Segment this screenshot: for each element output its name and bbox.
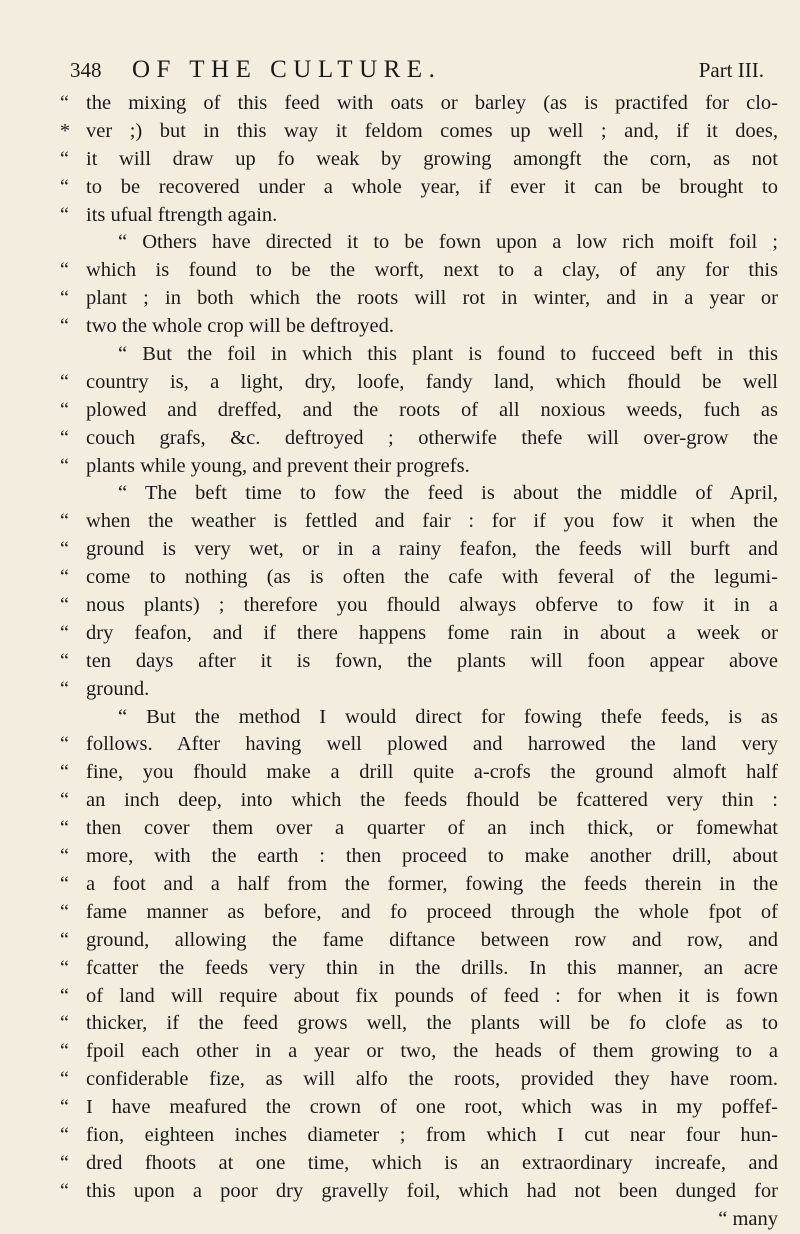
quote-mark: “ [60, 175, 69, 198]
text-line [60, 1066, 778, 1094]
text-line [60, 1178, 778, 1206]
quote-mark: “ [60, 1123, 69, 1146]
line-text: plant ; in both which the roots will rot in winter, and in a year or [86, 287, 778, 310]
quote-mark: “ [60, 733, 69, 756]
line-text: nous plants) ; therefore you fhould always obferve to fow it in a [86, 594, 778, 617]
text-line [60, 1038, 778, 1066]
line-text: plowed and dreffed, and the roots of all noxious weeds, fuch as [86, 398, 778, 421]
line-text: dry feafon, and if there happens fome rain in about a week or [86, 621, 778, 644]
line-text: the mixing of this feed with oats or barley (as is practifed for clo- [86, 92, 778, 114]
quote-mark: “ [60, 92, 69, 114]
quote-mark: “ [60, 259, 69, 282]
text-line [60, 899, 778, 927]
text-line [60, 787, 778, 815]
line-text: dred fhoots at one time, which is an extraordinary increafe, and [86, 1151, 778, 1174]
line-text: an inch deep, into which the feeds fhould be fcattered very thin : [86, 789, 778, 812]
line-text: fcatter the feeds very thin in the drills. In this manner, an acre [86, 956, 778, 979]
quote-mark: “ [60, 1040, 69, 1063]
text-line [60, 480, 778, 508]
text-line [60, 174, 778, 202]
quote-mark: “ [60, 817, 69, 840]
quote-mark: “ [60, 1096, 69, 1119]
line-text: “ But the foil in which this plant is found to fucceed beft in this [118, 343, 778, 366]
text-line [60, 871, 778, 899]
text-line [60, 983, 778, 1011]
quote-mark: “ [60, 203, 69, 226]
line-text: “ The beft time to fow the feed is about the middle of April, [118, 482, 778, 505]
quote-mark: “ [60, 761, 69, 784]
text-line [60, 146, 778, 174]
text-line [60, 285, 778, 313]
text-line [60, 536, 778, 564]
body-text [60, 90, 778, 1234]
quote-mark: “ [60, 956, 69, 979]
quote-mark: “ [60, 872, 69, 895]
line-text: fion, eighteen inches diameter ; from which I cut near four hun- [86, 1123, 778, 1146]
text-line [60, 341, 778, 369]
text-line [60, 257, 778, 285]
line-text: thicker, if the feed grows well, the plants will be fo clofe as to [86, 1012, 778, 1035]
text-line [60, 313, 778, 341]
quote-mark: “ [60, 566, 69, 589]
quote-mark: “ [60, 594, 69, 617]
text-line [60, 676, 778, 704]
running-title: OF THE CULTURE. [132, 56, 442, 83]
text-line [60, 369, 778, 397]
text-line [60, 759, 778, 787]
quote-mark: “ [60, 398, 69, 421]
line-text: ver ;) but in this way it feldom comes up well ; and, if it does, [86, 119, 778, 142]
text-line [60, 648, 778, 676]
text-line [60, 229, 778, 257]
quote-mark: “ [60, 621, 69, 644]
line-text: fame manner as before, and fo proceed through the whole fpot of [86, 900, 778, 923]
line-text: a foot and a half from the former, fowing the feeds therein in the [86, 872, 778, 895]
line-text: it will draw up fo weak by growing amongft the corn, as not [86, 147, 778, 170]
line-text: to be recovered under a whole year, if ever it can be brought to [86, 175, 778, 198]
text-line [60, 453, 778, 481]
quote-mark: “ [60, 789, 69, 812]
quote-mark: “ [60, 845, 69, 868]
text-line [60, 815, 778, 843]
line-text: “ Others have directed it to be fown upon a low rich moift foil ; [118, 231, 778, 254]
line-text: of land will require about fix pounds of feed : for when it is fown [86, 984, 778, 1007]
text-line [60, 202, 778, 230]
quote-mark: “ [60, 928, 69, 951]
line-text: then cover them over a quarter of an inch thick, or fomewhat [86, 817, 778, 840]
quote-mark: “ [60, 649, 69, 672]
line-text: ground, allowing the fame diftance between row and row, and [86, 928, 778, 951]
line-text: country is, a light, dry, loofe, fandy land, which fhould be well [86, 370, 778, 393]
quote-mark: “ [60, 510, 69, 533]
quote-mark: * [60, 119, 70, 142]
quote-mark: “ [60, 454, 69, 477]
text-line [60, 1094, 778, 1122]
line-text: more, with the earth : then proceed to make another drill, about [86, 845, 778, 868]
quote-mark: “ [60, 677, 69, 700]
line-text: confiderable fize, as will alfo the roots, provided they have room. [86, 1068, 778, 1091]
text-line [60, 90, 778, 118]
line-text: follows. After having well plowed and harrowed the land very [86, 733, 778, 756]
line-text: ten days after it is fown, the plants will foon appear above [86, 649, 778, 672]
quote-mark: “ [60, 370, 69, 393]
text-line [60, 397, 778, 425]
text-line [60, 843, 778, 871]
quote-mark: “ [60, 1179, 69, 1202]
quote-mark: “ [60, 900, 69, 923]
quote-mark: “ [60, 315, 69, 338]
line-text: this upon a poor dry gravelly foil, which had not been dunged for [86, 1179, 778, 1202]
text-line [60, 927, 778, 955]
line-text: “ many [718, 1207, 778, 1230]
line-text: come to nothing (as is often the cafe with feveral of the legumi- [86, 566, 778, 589]
part-label: Part III. [698, 58, 764, 82]
text-line [60, 1122, 778, 1150]
text-line [60, 118, 778, 146]
quote-mark: “ [60, 1151, 69, 1174]
line-text: “ But the method I would direct for fowing thefe feeds, is as [118, 705, 778, 728]
line-text: two the whole crop will be deftroyed. [86, 315, 394, 338]
line-text: plants while young, and prevent their progrefs. [86, 454, 470, 477]
text-line [60, 1010, 778, 1038]
quote-mark: “ [60, 426, 69, 449]
text-line [60, 564, 778, 592]
line-text: which is found to be the worft, next to a clay, of any for this [86, 259, 778, 282]
line-text: its ufual ftrength again. [86, 203, 278, 226]
page-number: 348 [70, 58, 102, 82]
text-line [60, 704, 778, 732]
line-text: I have meafured the crown of one root, which was in my poffef- [86, 1096, 778, 1119]
line-text: fpoil each other in a year or two, the heads of them growing to a [86, 1040, 778, 1063]
quote-mark: “ [60, 1012, 69, 1035]
line-text: fine, you fhould make a drill quite a-crofs the ground almoft half [86, 761, 778, 784]
text-line [60, 592, 778, 620]
quote-mark: “ [60, 287, 69, 310]
text-line [60, 955, 778, 983]
text-line [60, 1150, 778, 1178]
text-line [60, 731, 778, 759]
running-header [70, 50, 764, 90]
text-line [60, 620, 778, 648]
text-line [60, 425, 778, 453]
line-text: ground is very wet, or in a rainy feafon, the feeds will burft and [86, 538, 778, 561]
quote-mark: “ [60, 147, 69, 170]
text-line [60, 1206, 778, 1234]
quote-mark: “ [60, 984, 69, 1007]
quote-mark: “ [60, 1068, 69, 1091]
line-text: ground. [86, 677, 150, 700]
quote-mark: “ [60, 538, 69, 561]
line-text: when the weather is fettled and fair : for if you fow it when the [86, 510, 778, 533]
text-line [60, 508, 778, 536]
line-text: couch grafs, &c. deftroyed ; otherwife thefe will over-grow the [86, 426, 778, 449]
